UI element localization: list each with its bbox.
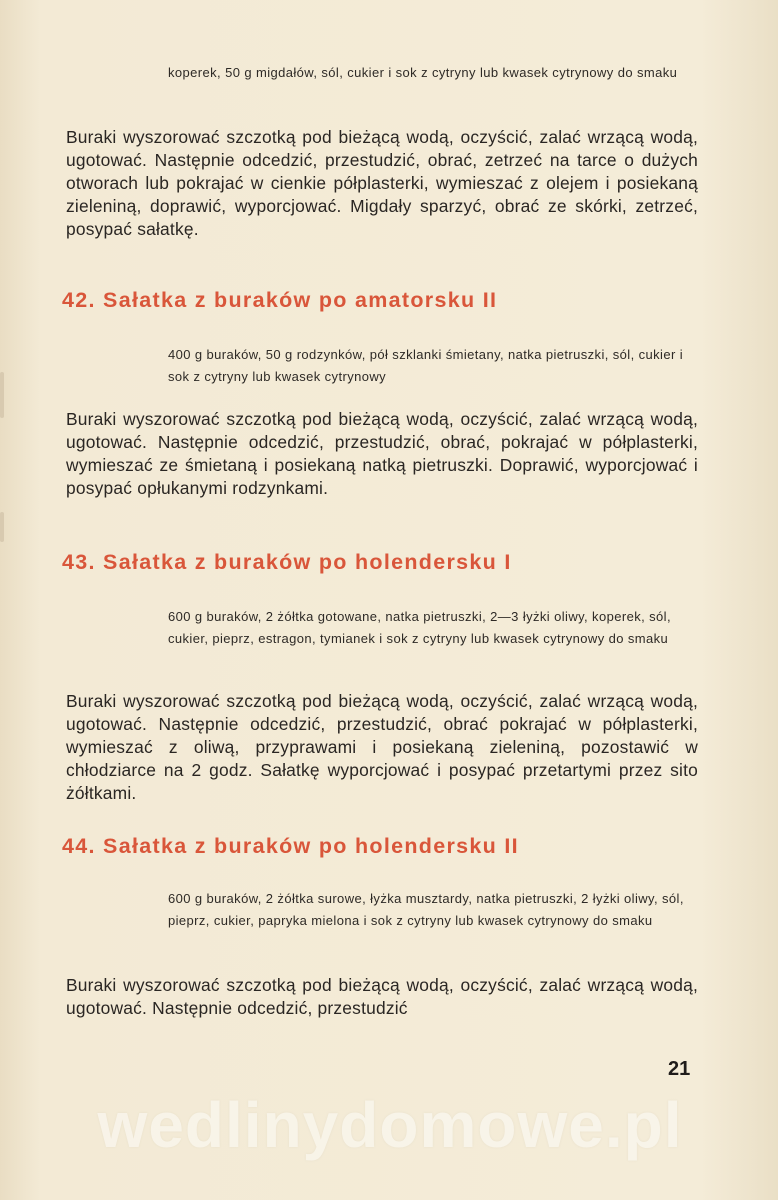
page-number: 21 bbox=[668, 1058, 691, 1080]
watermark: wedlinydomowe.pl bbox=[97, 1089, 683, 1161]
page-edge-mark bbox=[0, 512, 4, 542]
recipe-42-method: Buraki wyszorować szczotką pod bieżącą wodą, oczyścić, zalać wrzącą wodą, ugotować. Następnie odcedzić, przestudzić, obrać, pokrajać w półplasterki, wymieszać ze śmietaną i posiekaną natką pietruszki. Doprawić, wyporcjować i posypać opłukanymi rodzynkami. bbox=[66, 409, 698, 498]
recipe-43-method: Buraki wyszorować szczotką pod bieżącą wodą, oczyścić, zalać wrzącą wodą, ugotować. Następnie odcedzić, przestudzić, obrać pokrajać w półplasterki, wymieszać z oliwą, przyprawami i posiekaną zieleniną, pozostawić w chłodziarce na 2 godz. Sałatkę wyporcjować i posypać przetartymi przez sito żółtkami. bbox=[66, 691, 698, 803]
page-edge-mark bbox=[0, 372, 4, 418]
recipe-42-ingredients: 400 g buraków, 50 g rodzynków, pół szklanki śmietany, natka pietruszki, sól, cukier i sok z cytryny lub kwasek cytrynowy bbox=[168, 347, 683, 384]
recipe-43-ingredients: 600 g buraków, 2 żółtka gotowane, natka pietruszki, 2—3 łyżki oliwy, koperek, sól, cukier, pieprz, estragon, tymianek i sok z cytryny lub kwasek cytrynowy do smaku bbox=[168, 609, 671, 646]
intro-method: Buraki wyszorować szczotką pod bieżącą wodą, oczyścić, zalać wrzącą wodą, ugotować. Następnie odcedzić, przestudzić, obrać, zetrzeć na tarce o dużych otworach lub pokrajać w cienkie półplasterki, wymieszać z olejem i posiekaną zieleniną, doprawić, wyporcjować. Migdały sparzyć, obrać ze skórki, zetrzeć, posypać sałatkę. bbox=[66, 127, 698, 239]
recipe-43-title: 43. Sałatka z buraków po holendersku I bbox=[62, 550, 512, 574]
recipe-44-method: Buraki wyszorować szczotką pod bieżącą wodą, oczyścić, zalać wrzącą wodą, ugotować. Następnie odcedzić, przestudzić bbox=[66, 975, 698, 1018]
intro-ingredients: koperek, 50 g migdałów, sól, cukier i sok z cytryny lub kwasek cytrynowy do smaku bbox=[168, 65, 678, 80]
recipe-44-ingredients: 600 g buraków, 2 żółtka surowe, łyżka musztardy, natka pietruszki, 2 łyżki oliwy, sól, pieprz, cukier, papryka mielona i sok z cytryny lub kwasek cytrynowy do smaku bbox=[168, 891, 684, 928]
recipe-42-title: 42. Sałatka z buraków po amatorsku II bbox=[62, 288, 498, 312]
recipe-44-title: 44. Sałatka z buraków po holendersku II bbox=[62, 834, 519, 858]
